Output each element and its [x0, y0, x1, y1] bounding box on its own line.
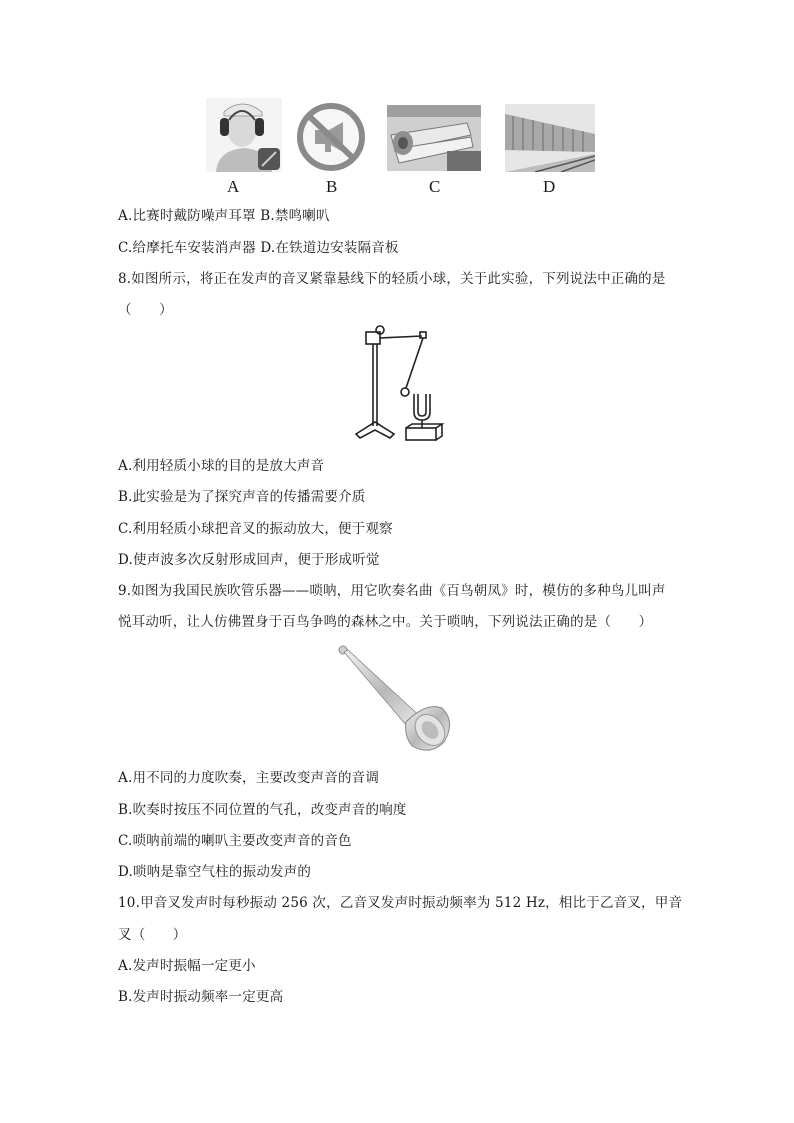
railway-sound-barrier-image: [505, 104, 595, 172]
q9-option-a: A.用不同的力度吹奏，主要改变声音的音调: [118, 770, 380, 786]
q9-option-d: D.唢呐是靠空气柱的振动发声的: [118, 864, 312, 880]
figure-label-a: A: [227, 177, 240, 196]
earmuff-person-image: [206, 98, 282, 172]
q8-option-b: B.此实验是为了探究声音的传播需要介质: [118, 489, 366, 505]
q10-option-b: B.发声时振动频率一定更高: [118, 989, 284, 1005]
q8-stem-line-2: （ ）: [118, 302, 173, 318]
q8-option-d: D.使声波多次反射形成回声，便于形成听觉: [118, 552, 380, 568]
q10-stem-line-1: 10.甲音叉发声时每秒振动 256 次，乙音叉发声时振动频率为 512 Hz，相比于乙音叉，甲音: [118, 895, 683, 911]
suona-instrument-image: [334, 642, 458, 754]
q9-stem-line-2: 悦耳动听，让人仿佛置身于百鸟争鸣的森林之中。关于唢呐，下列说法正确的是（ ）: [118, 614, 653, 630]
figure-label-b: B: [326, 177, 338, 196]
no-horn-sign-image: [295, 102, 367, 172]
q10-option-a: A.发声时振幅一定更小: [118, 958, 256, 974]
q8-stem-line-1: 8.如图所示，将正在发声的音叉紧靠悬线下的轻质小球，关于此实验，下列说法中正确的是: [118, 271, 666, 287]
q9-stem-line-1: 9.如图为我国民族吹管乐器——唢呐，用它吹奏名曲《百鸟朝凤》时，模仿的多种鸟儿叫声: [118, 583, 666, 599]
q9-option-b: B.吹奏时按压不同位置的气孔，改变声音的响度: [118, 802, 407, 818]
figure-label-d: D: [543, 177, 556, 196]
q7-options-line-1: A.比赛时戴防噪声耳罩 B.禁鸣喇叭: [118, 208, 330, 224]
q9-option-c: C.唢呐前端的喇叭主要改变声音的音色: [118, 833, 352, 849]
q8-option-a: A.利用轻质小球的目的是放大声音: [118, 458, 325, 474]
q10-stem-line-2: 叉（ ）: [118, 927, 187, 943]
figure-label-c: C: [429, 177, 441, 196]
tuning-fork-pendulum-diagram: [350, 322, 460, 444]
q7-options-line-2: C.给摩托车安装消声器 D.在铁道边安装隔音板: [118, 240, 399, 256]
muffler-image: [387, 105, 481, 171]
q8-option-c: C.利用轻质小球把音叉的振动放大，便于观察: [118, 521, 393, 537]
